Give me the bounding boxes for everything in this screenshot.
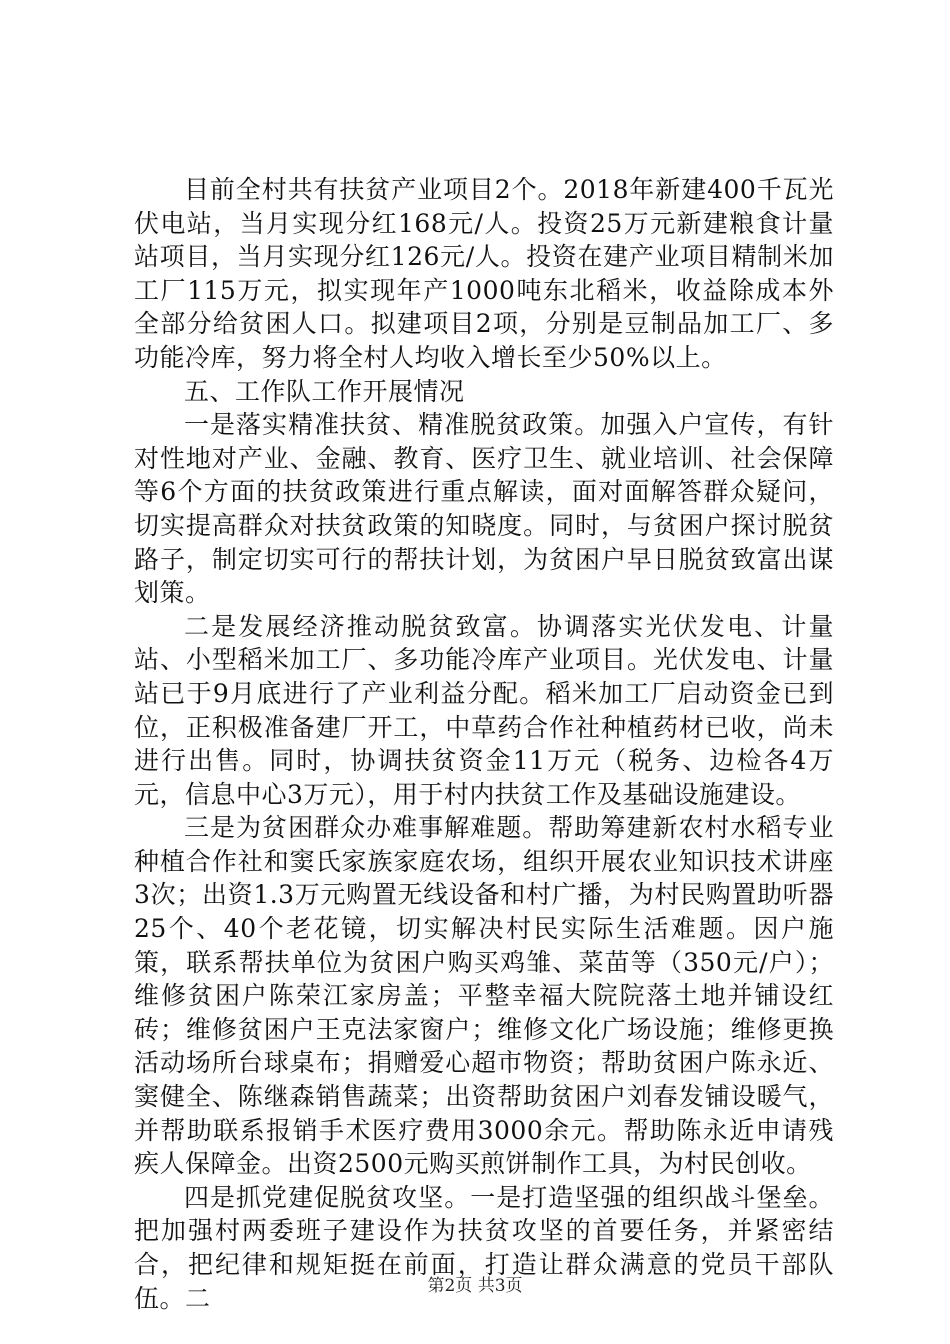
paragraph-difficulties: 三是为贫困群众办难事解难题。帮助筹建新农村水稻专业种植合作社和窦氏家族家庭农场，组织开展农业知识技术讲座3次；出资1.3万元购置无线设备和村广播，为村民购置助听器25个、40个老花镜，切实解决村民实际生活难题。因户施策，联系帮扶单位为贫困户购买鸡雏、菜苗等（350元/户）；维修贫困户陈荣江家房盖；平整幸福大院院落土地并铺设红砖；维修贫困户王克法家窗户；维修文化广场设施；维修更换活动场所台球桌布；捐赠爱心超市物资；帮助贫困户陈永近、窦健全、陈继森销售蔬菜；出资帮助贫困户刘春发铺设暖气，并帮助联系报销手术医疗费用3000余元。帮助陈永近申请残疾人保障金。出资2500元购买煎饼制作工具，为村民创收。 bbox=[134, 813, 834, 1179]
paragraph-policy: 一是落实精准扶贫、精准脱贫政策。加强入户宣传，有针对性地对产业、金融、教育、医疗卫生、就业培训、社会保障等6个方面的扶贫政策进行重点解读，面对面解答群众疑问，切实提高群众对扶贫政策的知晓度。同时，与贫困户探讨脱贫路子，制定切实可行的帮扶计划，为贫困户早日脱贫致富出谋划策。 bbox=[134, 410, 834, 608]
page-number: 第2页 共3页 bbox=[427, 1276, 523, 1296]
document-body bbox=[134, 173, 834, 1315]
paragraph-party-building: 四是抓党建促脱贫攻坚。一是打造坚强的组织战斗堡垒。把加强村两委班子建设作为扶贫攻坚的首要任务，并紧密结合，把纪律和规矩挺在前面，打造让群众满意的党员干部队伍。二 bbox=[134, 1182, 834, 1313]
paragraph-economy: 二是发展经济推动脱贫致富。协调落实光伏发电、计量站、小型稻米加工厂、多功能冷库产业项目。光伏发电、计量站已于9月底进行了产业利益分配。稻米加工厂启动资金已到位，正积极准备建厂开工，中草药合作社种植药材已收，尚未进行出售。同时，协调扶贫资金11万元（税务、边检各4万元，信息中心3万元），用于村内扶贫工作及基础设施建设。 bbox=[134, 611, 834, 809]
section-heading-work-team: 五、工作队工作开展情况 bbox=[184, 376, 465, 406]
paragraph-industry-projects: 目前全村共有扶贫产业项目2个。2018年新建400千瓦光伏电站，当月实现分红168元/人。投资25万元新建粮食计量站项目，当月实现分红126元/人。投资在建产业项目精制米加工厂115万元，拟实现年产1000吨东北稻米，收益除成本外全部分给贫困人口。拟建项目2项，分别是豆制品加工厂、多功能冷库，努力将全村人均收入增长至少50%以上。 bbox=[134, 175, 834, 372]
